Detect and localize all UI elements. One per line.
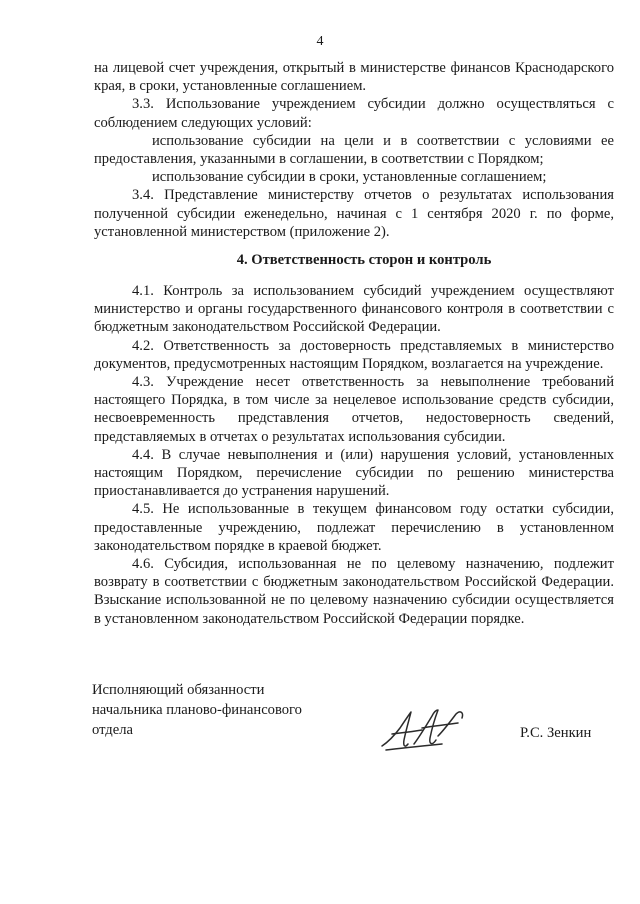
position-line: Исполняющий обязанности xyxy=(92,682,265,698)
condition-item: использование субсидии на цели и в соответствии с условиями ее предоставления, указанными в соглашении, в соответствии с Порядком; xyxy=(94,132,614,168)
signer-name: Р.С. Зенкин xyxy=(520,725,592,741)
paragraph-4-4: 4.4. В случае невыполнения и (или) нарушения условий, установленных настоящим Порядком, перечисление субсидии по решению министерства приостанавливается до устранения нарушений. xyxy=(94,446,614,500)
paragraph-4-1: 4.1. Контроль за использованием субсидий учреждением осуществляют министерство и органы государственного финансового контроля в соответствии с бюджетным законодательством Российской Федерации. xyxy=(94,283,614,336)
paragraph-4-5: 4.5. Не использованные в текущем финансовом году остатки субсидии, предоставленные учреждению, подлежат перечислению в установленном законодательством порядке в краевой бюджет. xyxy=(94,501,614,554)
paragraph-4-3: 4.3. Учреждение несет ответственность за невыполнение требований настоящего Порядка, в том числе за нецелевое использование средств субсидии, несвоевременность представления отчетов, недостоверность сведений, представляемых в отчетах о результатах использования субсидии. xyxy=(94,374,614,445)
continued-section-3 xyxy=(94,59,614,241)
section-4-body xyxy=(94,282,614,628)
paragraph-4-2: 4.2. Ответственность за достоверность представляемых в министерство документов, предусмотренных настоящим Порядком, возлагается на учреждение. xyxy=(94,337,614,372)
paragraph-3-4: 3.4. Представление министерству отчетов о результатах использования полученной субсидии еженедельно, начиная с 1 сентября 2020 г. по форме, установленной министерством (приложение 2). xyxy=(94,187,614,240)
paragraph-continuation: на лицевой счет учреждения, открытый в министерстве финансов Краснодарского края, в сроки, установленные соглашением. xyxy=(94,60,614,95)
section-heading: 4. Ответственность сторон и контроль xyxy=(236,252,492,268)
condition-item: использование субсидии в сроки, установленные соглашением; xyxy=(152,169,547,186)
position-line: отдела xyxy=(92,722,133,738)
handwritten-signature-icon xyxy=(378,706,470,754)
position-line: начальника планово-финансового xyxy=(92,702,302,718)
paragraph-4-6: 4.6. Субсидия, использованная не по целевому назначению, подлежит возврату в соответствии с бюджетным законодательством Российской Федерации. Взыскание использованной не по целевому назначению субсидии осуществляется в установленном законодательством Российской Федерации порядке. xyxy=(94,556,614,627)
signatory-position xyxy=(92,680,302,740)
paragraph-3-3: 3.3. Использование учреждением субсидии должно осуществляться с соблюдением следующих условий: xyxy=(94,96,614,131)
page-number: 4 xyxy=(316,34,324,49)
